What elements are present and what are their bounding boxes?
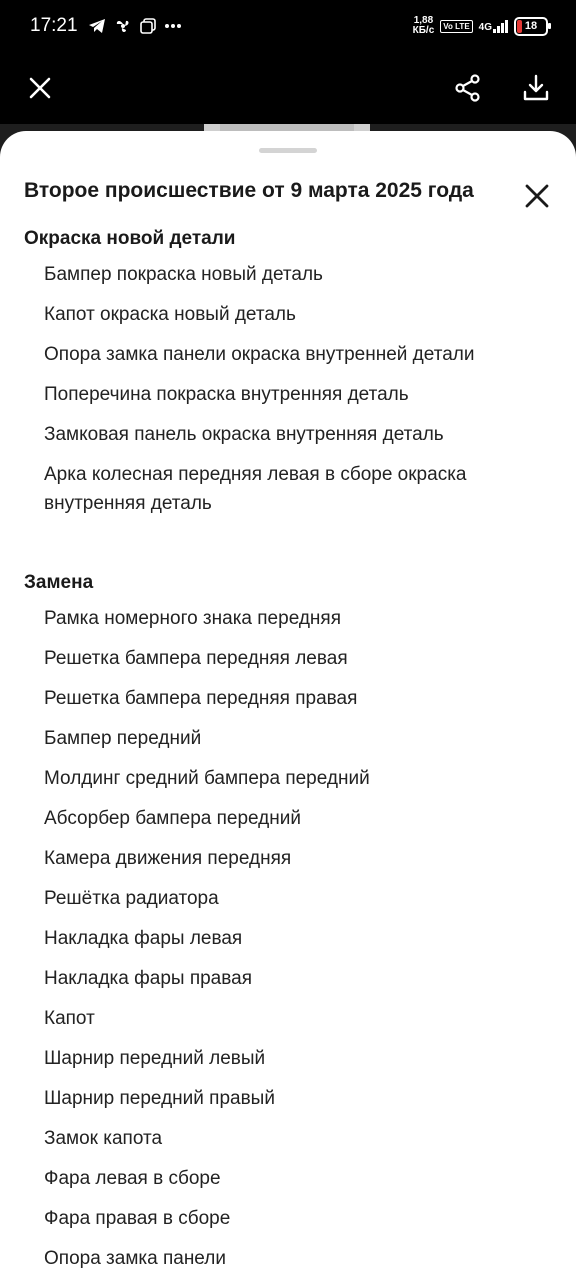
list-item: Фара левая в сборе (44, 1168, 221, 1189)
list-item: Капот (44, 1008, 95, 1029)
list-item: Замок капота (44, 1128, 163, 1149)
close-button[interactable] (18, 66, 62, 110)
section-paint-new-part (0, 228, 576, 529)
more-icon (164, 23, 182, 29)
system-icons (413, 16, 548, 36)
list-item: Шарнир передний левый (44, 1048, 266, 1069)
battery-icon: 18 (514, 17, 548, 36)
download-icon (522, 74, 550, 102)
status-bar (0, 0, 576, 52)
list-item: Опора замка панели окраска внутренней детали (44, 344, 475, 365)
sheet-close-button[interactable] (520, 179, 554, 213)
list-item: Арка колесная передняя левая в сборе окраска внутренняя деталь (44, 464, 467, 514)
close-icon (28, 76, 52, 100)
share-button[interactable] (446, 66, 490, 110)
list-item: Рамка номерного знака передняя (44, 608, 341, 629)
list-item: Решётка радиатора (44, 888, 219, 909)
signal-icon: 4G (479, 19, 508, 33)
list-item: Шарнир передний правый (44, 1088, 275, 1109)
volte-badge: Vo LTE (440, 20, 472, 33)
list-item: Замковая панель окраска внутренняя деталь (44, 424, 444, 445)
drag-handle[interactable] (259, 148, 317, 153)
list-item: Камера движения передняя (44, 848, 292, 869)
network-speed: 1,88 КБ/с (412, 15, 435, 36)
clock: 17:21 (30, 15, 78, 36)
viewer-top-bar (0, 52, 576, 124)
fan-icon (114, 17, 132, 35)
list-item: Накладка фары левая (44, 928, 243, 949)
list-item: Молдинг средний бампера передний (44, 768, 370, 789)
close-icon (524, 183, 550, 209)
list-item: Решетка бампера передняя левая (44, 648, 348, 669)
item-list (44, 604, 554, 1273)
list-item: Решетка бампера передняя правая (44, 688, 358, 709)
list-item: Бампер покраска новый деталь (44, 264, 323, 285)
section-replacement (0, 572, 576, 1280)
copy-icon (140, 18, 156, 34)
section-heading: Окраска новой детали (24, 228, 236, 249)
list-item: Накладка фары правая (44, 968, 252, 989)
list-item: Абсорбер бампера передний (44, 808, 301, 829)
list-item: Опора замка панели (44, 1248, 226, 1269)
list-item: Капот окраска новый деталь (44, 304, 296, 325)
list-item: Фара правая в сборе (44, 1208, 231, 1229)
section-heading: Замена (24, 572, 94, 593)
telegram-icon (88, 18, 106, 34)
notification-icons (88, 17, 182, 35)
item-list (44, 260, 554, 518)
list-item: Бампер передний (44, 728, 202, 749)
list-item: Поперечина покраска внутренняя деталь (44, 384, 409, 405)
details-bottom-sheet (0, 131, 576, 1280)
download-button[interactable] (514, 66, 558, 110)
share-icon (454, 74, 482, 102)
sheet-title: Второе происшествие от 9 марта 2025 года (24, 179, 474, 202)
